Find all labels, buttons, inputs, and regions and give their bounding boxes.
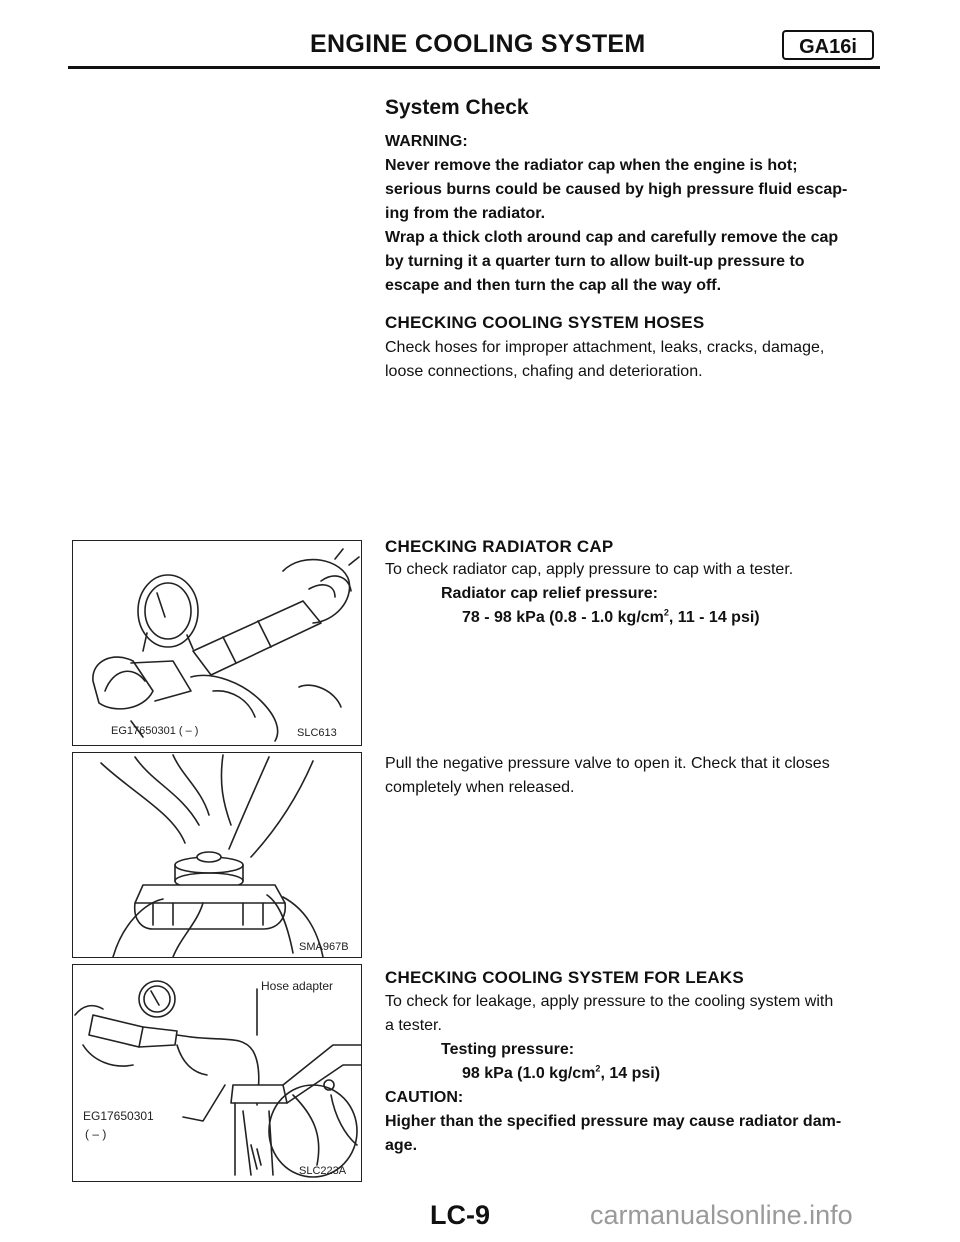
figure-code: SLC613 (297, 727, 337, 739)
warning-line: by turning it a quarter turn to allow built-up pressure to (385, 253, 805, 270)
figure-code: SLC223A (299, 1165, 347, 1177)
radiator-cap-heading: CHECKING RADIATOR CAP (385, 537, 614, 556)
site-watermark: carmanualsonline.info (590, 1200, 853, 1230)
radiator-cap-line: To check radiator cap, apply pressure to cap with a tester. (385, 561, 794, 578)
negative-valve-line: completely when released. (385, 779, 575, 796)
leak-tester-tool-number: EG17650301 (83, 1109, 154, 1123)
hoses-text (385, 336, 885, 384)
negative-valve-line: Pull the negative pressure valve to open it. Check that it closes (385, 755, 830, 772)
header-divider (68, 66, 880, 69)
caution-line: age. (385, 1137, 418, 1154)
figure-leak-test (72, 964, 362, 1182)
hoses-line: Check hoses for improper attachment, leaks, cracks, damage, (385, 339, 825, 356)
system-check-heading: System Check (385, 96, 529, 119)
warning-line: escape and then turn the cap all the way off. (385, 277, 722, 294)
radiator-cap-spec-label: Radiator cap relief pressure: (441, 585, 658, 602)
negative-valve-text (385, 752, 885, 800)
warning-line: serious burns could be caused by high pressure fluid escap- (385, 181, 848, 198)
page-header-title: ENGINE COOLING SYSTEM (310, 30, 646, 58)
leak-tester-tool-note: ( – ) (85, 1127, 107, 1141)
warning-block (385, 130, 885, 298)
caution-line: Higher than the specified pressure may cause radiator dam- (385, 1113, 842, 1130)
figure-cap-tester (72, 540, 362, 746)
model-badge: GA16i (782, 30, 874, 60)
page-number: LC-9 (430, 1200, 490, 1230)
warning-label: WARNING: (385, 133, 468, 150)
leaks-heading: CHECKING COOLING SYSTEM FOR LEAKS (385, 968, 744, 987)
leaks-line: a tester. (385, 1017, 442, 1034)
warning-line: Wrap a thick cloth around cap and carefully remove the cap (385, 229, 839, 246)
figure-negative-valve (72, 752, 362, 958)
leaks-text (385, 990, 885, 1158)
leaks-line: To check for leakage, apply pressure to the cooling system with (385, 993, 834, 1010)
hose-adapter-label: Hose adapter (261, 979, 334, 993)
leaks-spec-value: 98 kPa (1.0 $kg/cm^2$, 14 psi) (462, 1063, 661, 1082)
leak-test-illustration (73, 965, 362, 1182)
negative-valve-illustration (73, 753, 362, 958)
leaks-spec-label: Testing pressure: (441, 1041, 575, 1058)
radiator-cap-text (385, 558, 885, 630)
hoses-line: loose connections, chafing and deterioration. (385, 363, 703, 380)
caution-label: CAUTION: (385, 1089, 464, 1106)
figure-code: SMA967B (299, 941, 349, 953)
radiator-cap-spec-value: 78 - 98 kPa (0.8 - 1.0 $kg/cm^2$, 11 - 14 psi) (462, 607, 760, 626)
warning-line: Never remove the radiator cap when the engine is hot; (385, 157, 798, 174)
warning-line: ing from the radiator. (385, 205, 546, 222)
hoses-heading: CHECKING COOLING SYSTEM HOSES (385, 313, 705, 332)
cap-tester-illustration (73, 541, 362, 746)
cap-tester-tool-number: EG17650301 ( – ) (111, 725, 199, 737)
